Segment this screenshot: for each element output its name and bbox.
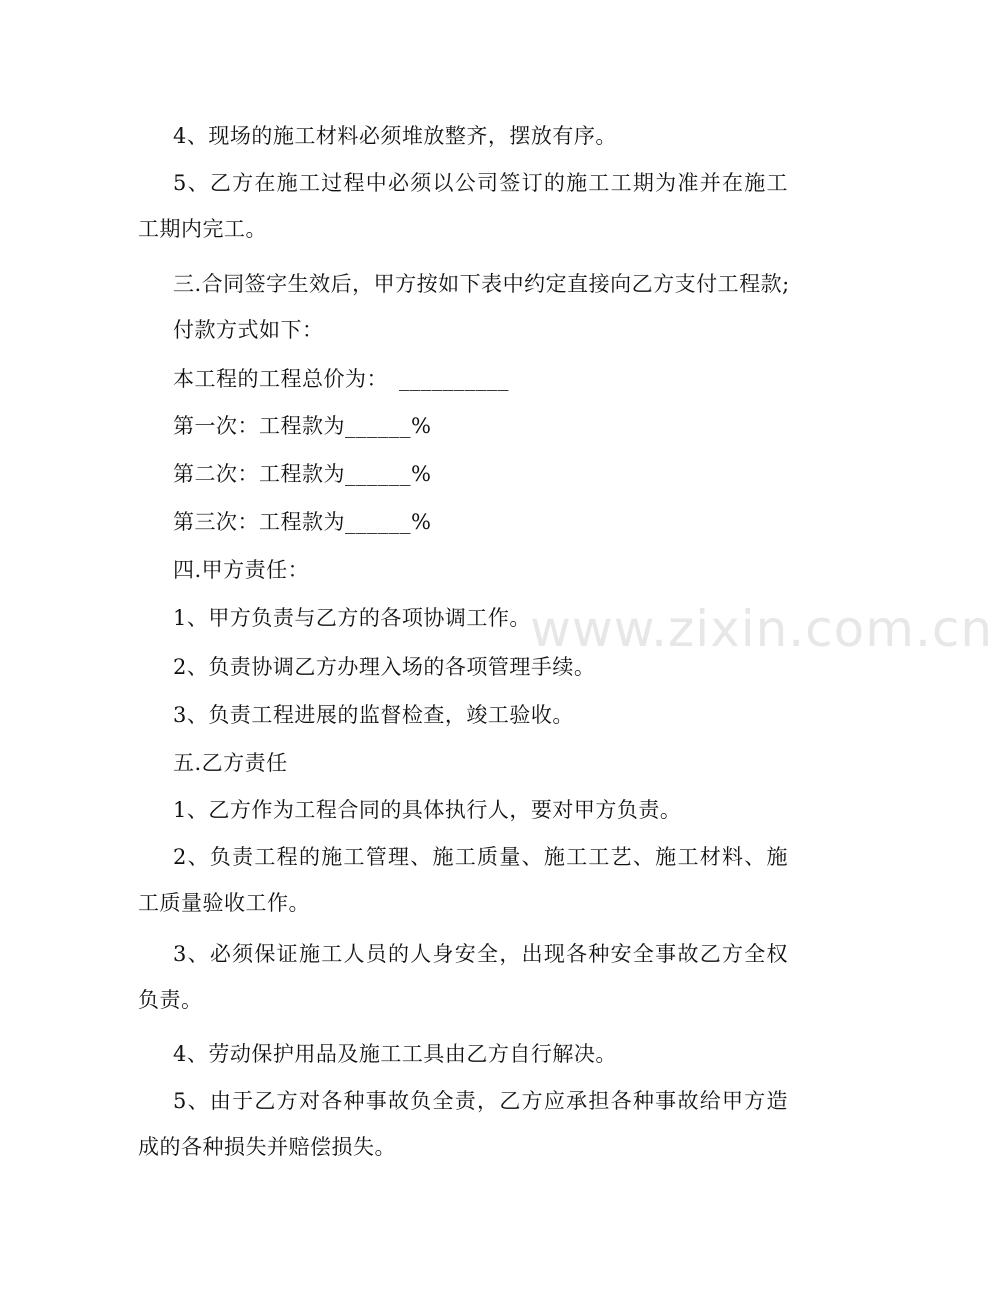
clause-2-4: 4、现场的施工材料必须堆放整齐，摆放有序。 (173, 124, 617, 148)
clause-5-2: 2、负责工程的施工管理、施工质量、施工工艺、施工材料、施工质量验收工作。 (138, 845, 788, 915)
payment-second-field: 第二次：工程款为______% (173, 462, 432, 486)
payment-third-field: 第三次：工程款为______% (173, 510, 432, 534)
clause-4-1: 1、甲方负责与乙方的各项协调工作。 (173, 606, 531, 630)
watermark-text: www.zixin.com.cn (530, 600, 993, 658)
clause-5-5: 5、由于乙方对各种事故负全责，乙方应承担各种事故给甲方造成的各种损失并赔偿损失。 (138, 1089, 788, 1159)
clause-2-5: 5、乙方在施工过程中必须以公司签订的施工工期为准并在施工工期内完工。 (138, 171, 788, 241)
section-4-heading: 四.甲方责任： (173, 558, 310, 582)
section-3-heading: 三.合同签字生效后，甲方按如下表中约定直接向乙方支付工程款; (173, 272, 790, 296)
clause-5-3: 3、必须保证施工人员的人身安全，出现各种安全事故乙方全权负责。 (138, 942, 788, 1012)
clause-4-3: 3、负责工程进展的监督检查，竣工验收。 (173, 703, 574, 727)
total-price-field: 本工程的工程总价为： __________ (173, 367, 509, 391)
clause-4-2: 2、负责协调乙方办理入场的各项管理手续。 (173, 655, 596, 679)
payment-method-label: 付款方式如下： (173, 318, 324, 342)
payment-first-field: 第一次：工程款为______% (173, 414, 432, 438)
clause-5-4: 4、劳动保护用品及施工工具由乙方自行解决。 (173, 1042, 617, 1066)
section-5-heading: 五.乙方责任 (173, 751, 288, 775)
clause-5-1: 1、乙方作为工程合同的具体执行人，要对甲方负责。 (173, 798, 682, 822)
